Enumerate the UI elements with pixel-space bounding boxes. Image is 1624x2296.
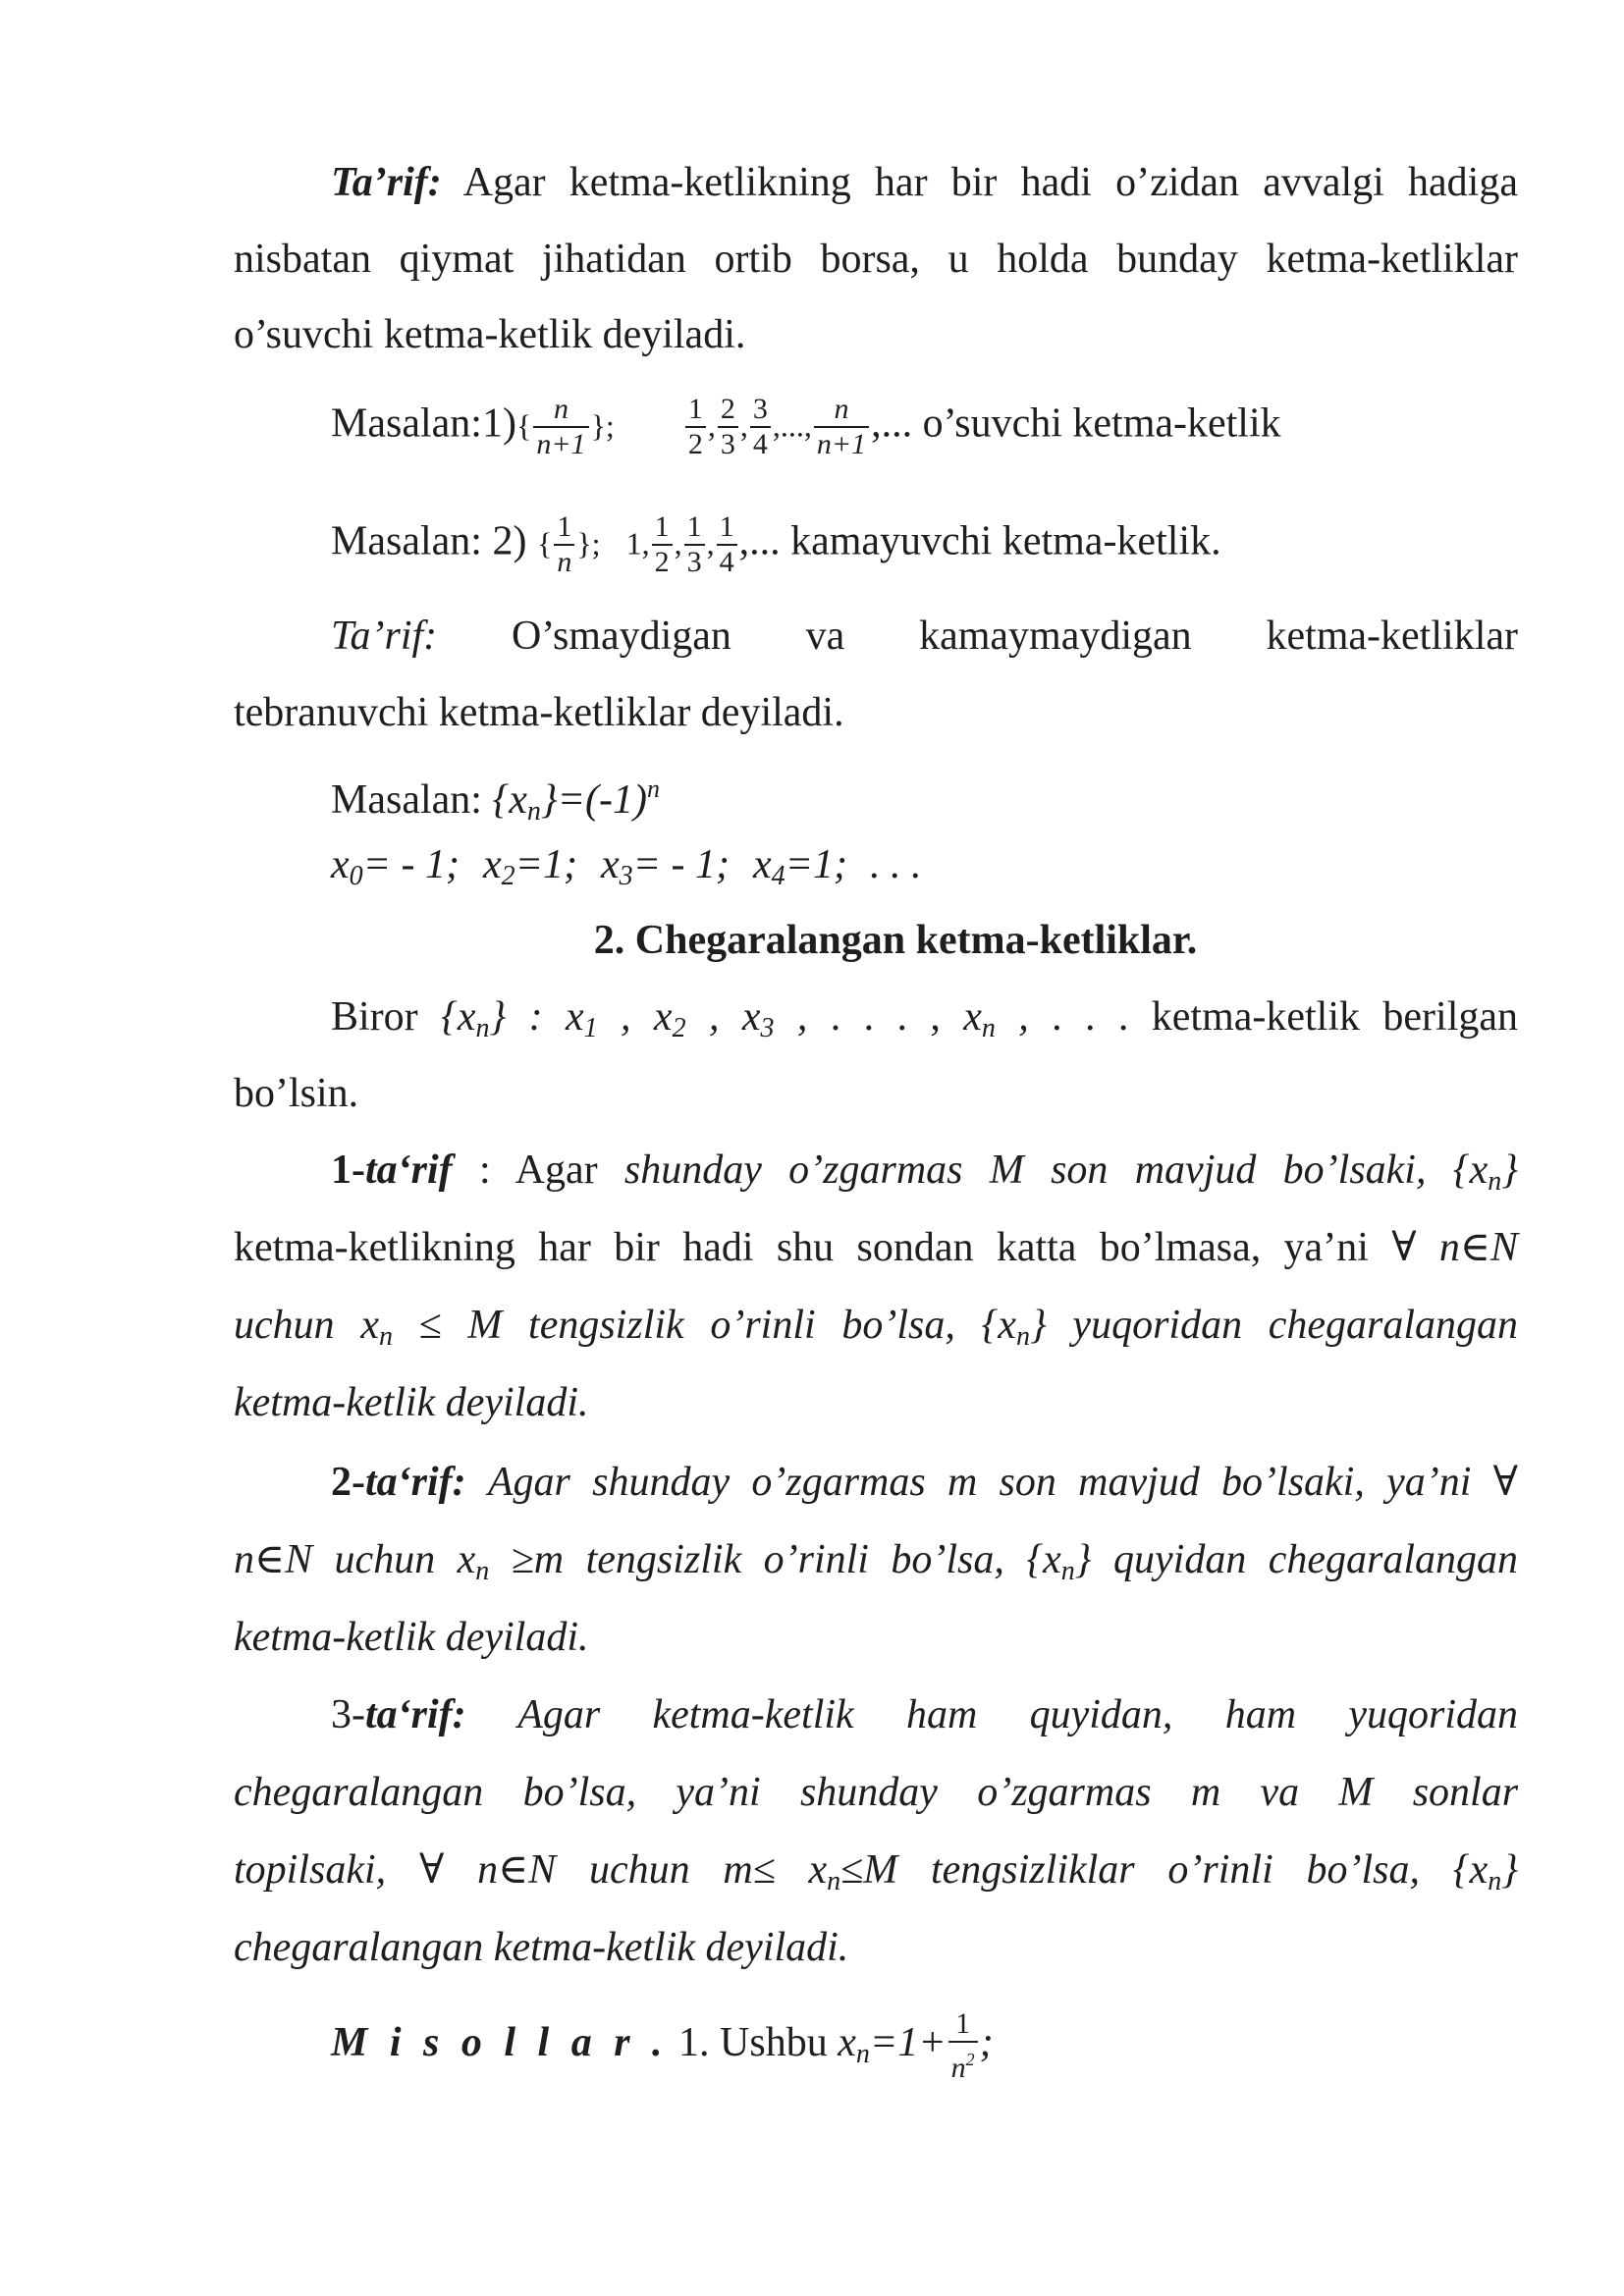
section-heading: 2. Chegaralangan ketma-ketliklar. — [593, 918, 1198, 963]
fraction-1-2: $\frac{1}{2}$ — [652, 510, 673, 579]
definition-3-line-1: 3-ta‘rif: Agar ketma-ketlik ham quyidan, ham yuqoridan — [331, 1692, 1519, 1737]
definition-oscillating-line-1: Ta’rif: O’smaydigan va kamaymaydigan ketma-ketliklar — [331, 614, 1518, 659]
example-oscillating: Masalan: $\{xn\}=(-1)^n$ — [331, 774, 660, 827]
definition-2-line-2: n∈N uchun xn ≥m tengsizlik o’rinli bo’lsa, {xn} quyidan chegaralangan — [234, 1537, 1519, 1586]
definition-oscillating-line-2: tebranuvchi ketma-ketliklar deyiladi. — [234, 690, 844, 735]
definition-1-line-2: ketma-ketlikning har bir hadi shu sondan katta bo’lmasa, ya’ni ∀ n∈N — [234, 1225, 1519, 1270]
definition-3-line-2: chegaralangan bo’lsa, ya’ni shunday o’zgarmas m va M sonlar — [234, 1770, 1519, 1815]
definition-2-line-3: ketma-ketlik deyiladi. — [234, 1615, 589, 1660]
fraction-1-4: $\frac{1}{4}$ — [717, 510, 737, 579]
fraction-1-2: $\frac{1}{2}$ — [685, 393, 706, 461]
fraction-3-4: $\frac{3}{4}$ — [750, 393, 771, 461]
fraction-2-3: $\frac{2}{3}$ — [718, 393, 738, 461]
example-oscillating-values: x0= - 1; x2=1; x3= - 1; x4=1; . . . — [331, 842, 921, 891]
sequence-intro-line-2: bo’lsin. — [234, 1071, 359, 1116]
definition-3-line-4: chegaralangan ketma-ketlik deyiladi. — [234, 1925, 849, 1970]
definition-3-line-3: topilsaki, ∀ n∈N uchun m≤ xn≤M tengsizliklar o’rinli bo’lsa, {xn} — [234, 1847, 1519, 1896]
example-decreasing: Masalan: 2) { $\frac{1}{n}$ }; 1, $\frac{1}{2}$ , $\frac{1}{3}$ , $\frac{1}{4}$ ,... kamayuvchi ketma-ketlik. — [331, 510, 1221, 578]
definition-2-line-1: 2-ta‘rif: Agar shunday o’zgarmas m son mavjud bo’lsaki, ya’ni ∀ — [331, 1460, 1519, 1505]
definition-increasing-line-1: Ta’rif: Agar ketma-ketlikning har bir hadi o’zidan avvalgi hadiga — [331, 160, 1518, 205]
definition-1-line-1: 1-ta‘rif : Agar shunday o’zgarmas M son mavjud bo’lsaki, {xn} — [331, 1148, 1519, 1197]
definition-increasing-line-3: o’suvchi ketma-ketlik deyiladi. — [234, 312, 746, 357]
definition-increasing-line-2: nisbatan qiymat jihatidan ortib borsa, u holda bunday ketma-ketliklar — [234, 237, 1518, 282]
fraction-1-3: $\frac{1}{3}$ — [684, 510, 705, 579]
example-increasing: Masalan:1){ $\frac{n}{n+1}$ }; $\frac{1}{2}$ , $\frac{2}{3}$ , $\frac{3}{4}$ ,..., $\frac{n}{n+1}$ ,... o’suvchi ketma-ketlik — [331, 393, 1281, 460]
examples-line: M i s o l l a r . 1. Ushbu xn=1+ $\frac{1}{n^2}$ ; — [331, 2007, 994, 2084]
definition-label: Ta’rif: — [331, 160, 442, 205]
fraction-1-over-n: $\frac{1}{n}$ — [554, 510, 574, 579]
fraction-n-over-n-plus-1-general: $\frac{n}{n+1}$ — [814, 393, 869, 461]
fraction-1-over-n-squared: $\frac{1}{n^2}$ — [948, 2007, 978, 2085]
sequence-intro-line-1: Biror {xn} : x1 , x2 , x3 , . . . , xn , . . . ketma-ketlik berilgan — [331, 994, 1519, 1043]
fraction-n-over-n-plus-1: $\frac{n}{n+1}$ — [533, 393, 588, 461]
examples-label: M i s o l l a r . — [331, 2020, 669, 2066]
definition-1-line-3: uchun xn ≤ M tengsizlik o’rinli bo’lsa, {xn} yuqoridan chegaralangan — [234, 1303, 1519, 1352]
definition-1-line-4: ketma-ketlik deyiladi. — [234, 1380, 589, 1425]
